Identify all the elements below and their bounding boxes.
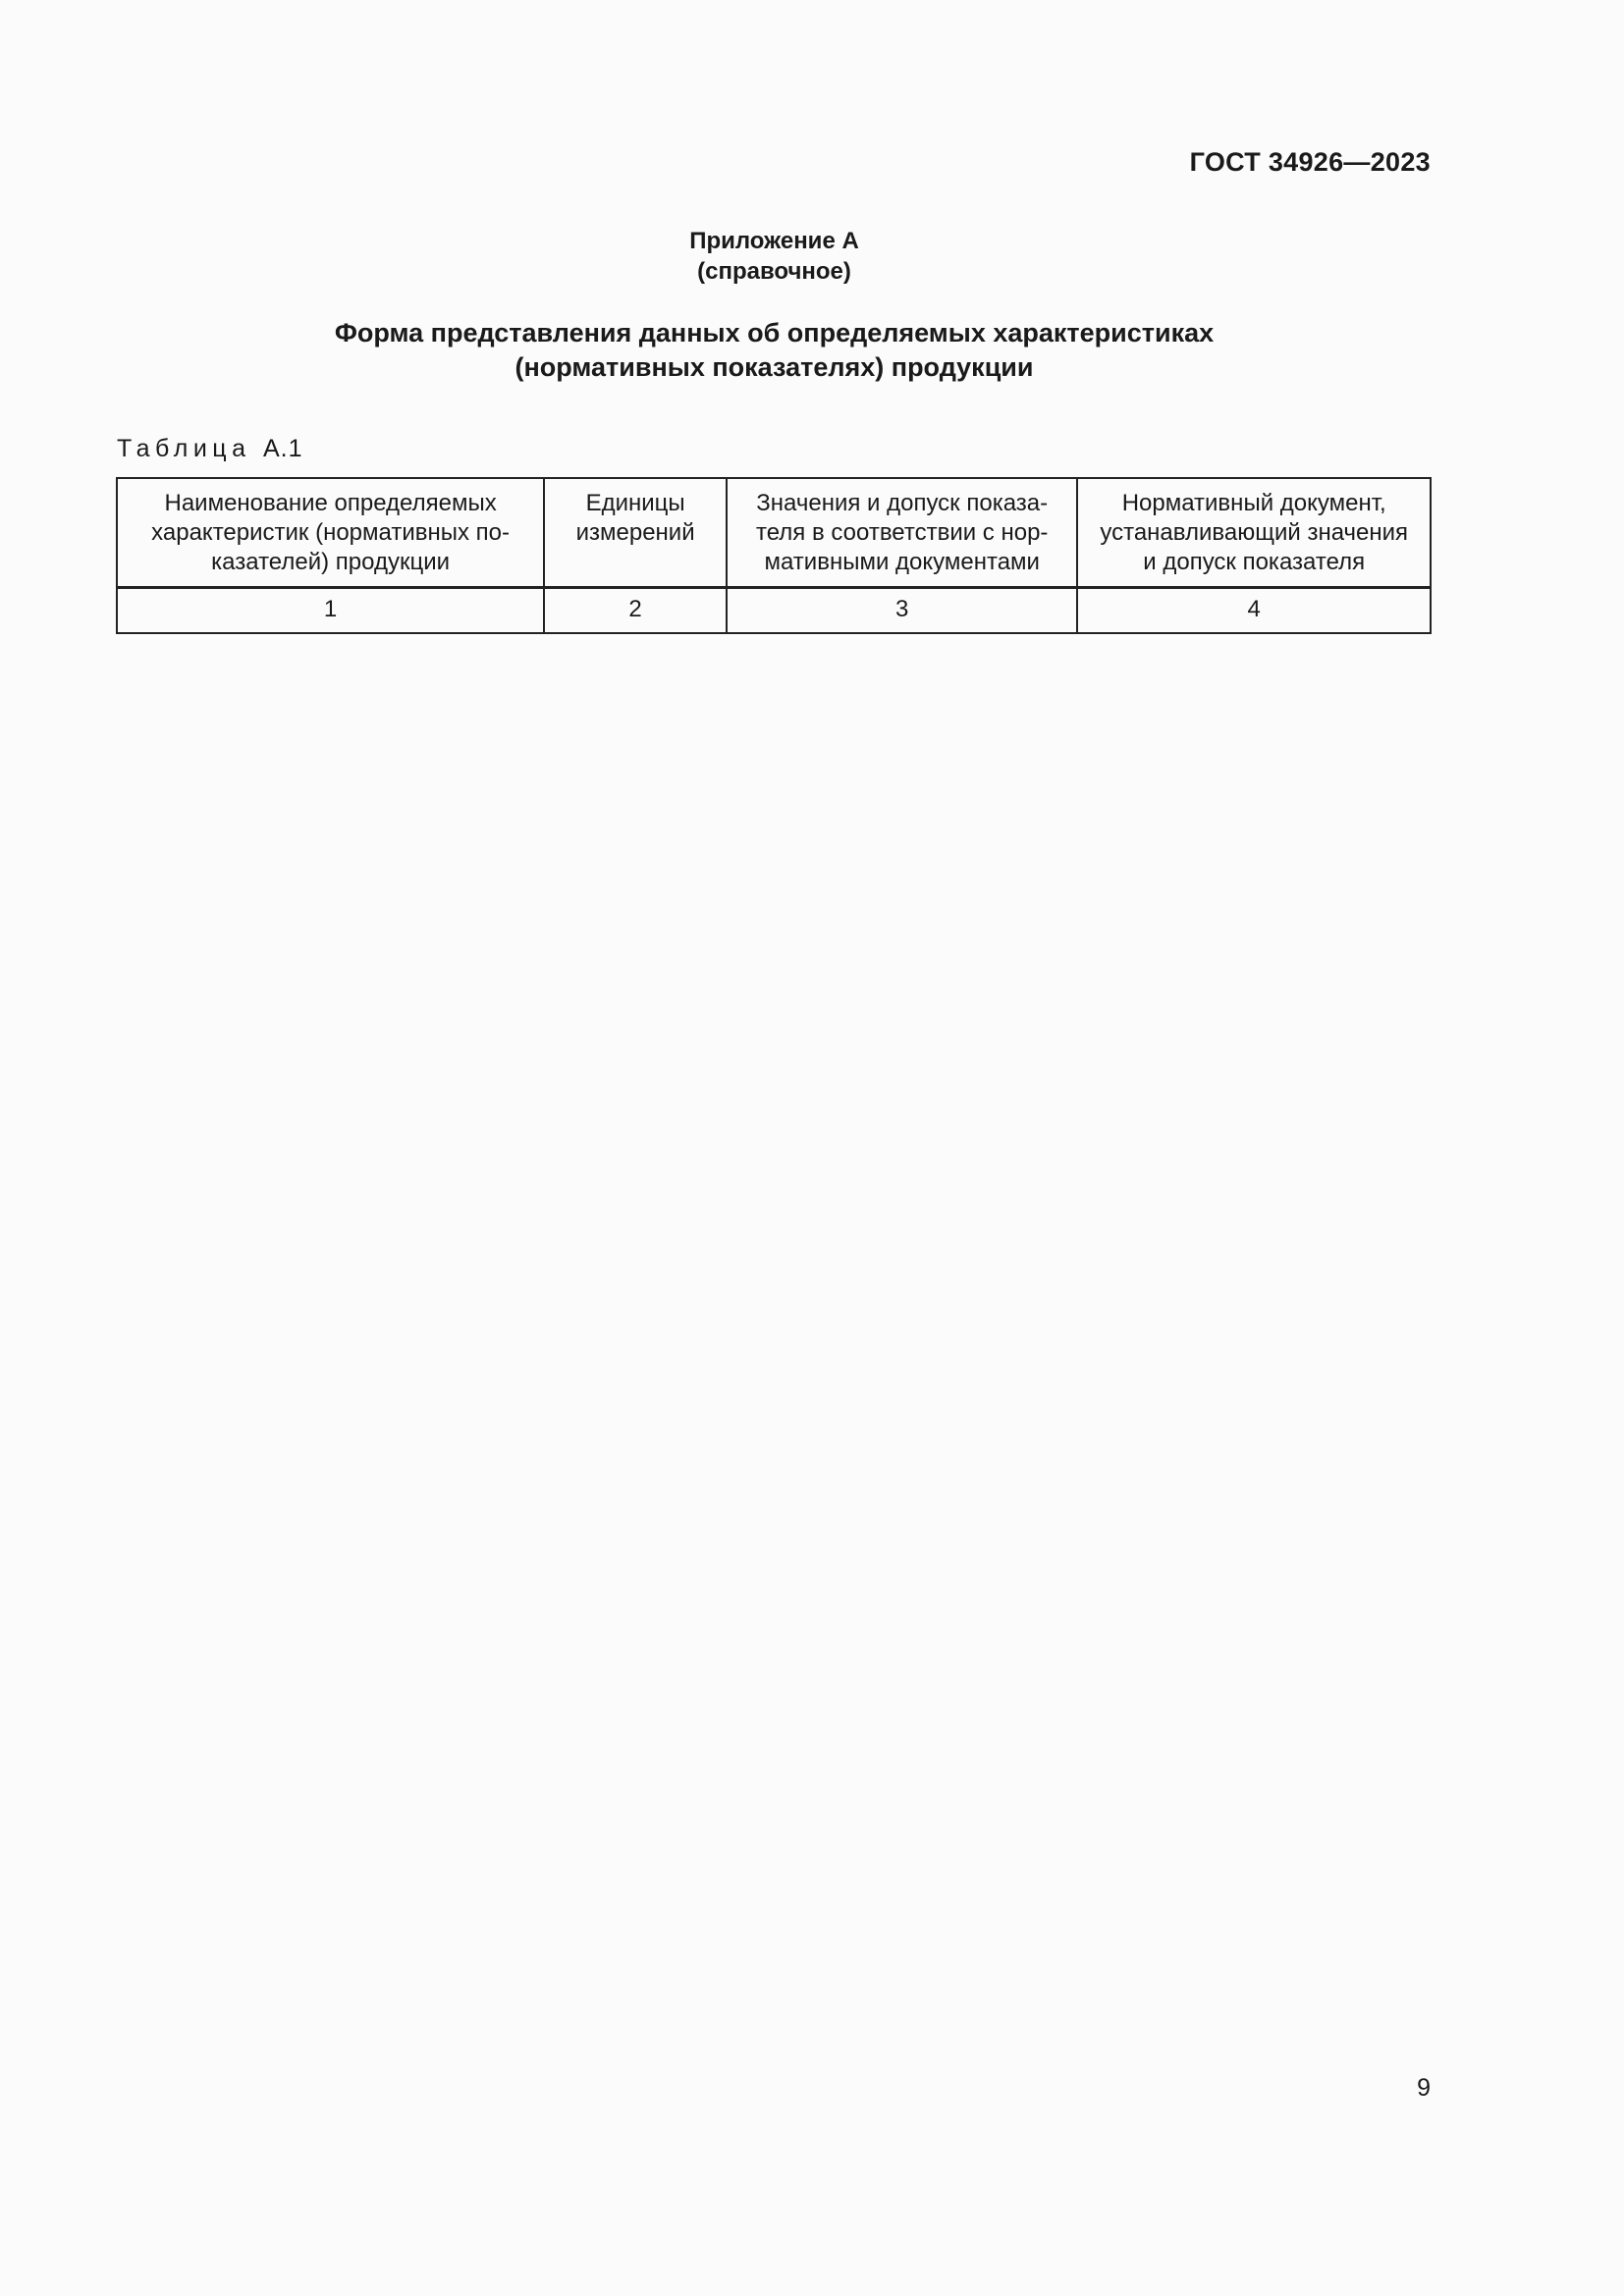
appendix-subtitle: (справочное) xyxy=(697,258,851,285)
column-header-values-tolerance: Значения и допуск показа- теля в соответствии с нор- мативными документами xyxy=(727,478,1077,588)
page-number: 9 xyxy=(1417,2074,1431,2102)
form-title-line-2: (нормативных показателях) продукции xyxy=(514,352,1034,382)
table-label-number: А.1 xyxy=(262,435,303,462)
column-number-row xyxy=(117,588,1431,634)
document-code: ГОСТ 34926—2023 xyxy=(1189,147,1431,177)
column-header-characteristic-name: Наименование определяемых характеристик (нормативных по- казателей) продукции xyxy=(117,478,544,588)
form-title xyxy=(0,316,1548,385)
column-header-units: Единицы измерений xyxy=(544,478,727,588)
data-table xyxy=(116,477,1432,634)
column-number: 3 xyxy=(727,588,1077,634)
table-label-word: Таблица xyxy=(117,435,251,462)
column-number: 2 xyxy=(544,588,727,634)
column-header-normative-document: Нормативный документ, устанавливающий значения и допуск показателя xyxy=(1077,478,1431,588)
column-number: 4 xyxy=(1077,588,1431,634)
appendix-title: Приложение А xyxy=(689,228,859,254)
table-label xyxy=(117,435,303,463)
column-number: 1 xyxy=(117,588,544,634)
table-header-row xyxy=(117,478,1431,588)
appendix-heading xyxy=(0,226,1548,287)
form-title-line-1: Форма представления данных об определяемых характеристиках xyxy=(334,318,1215,347)
